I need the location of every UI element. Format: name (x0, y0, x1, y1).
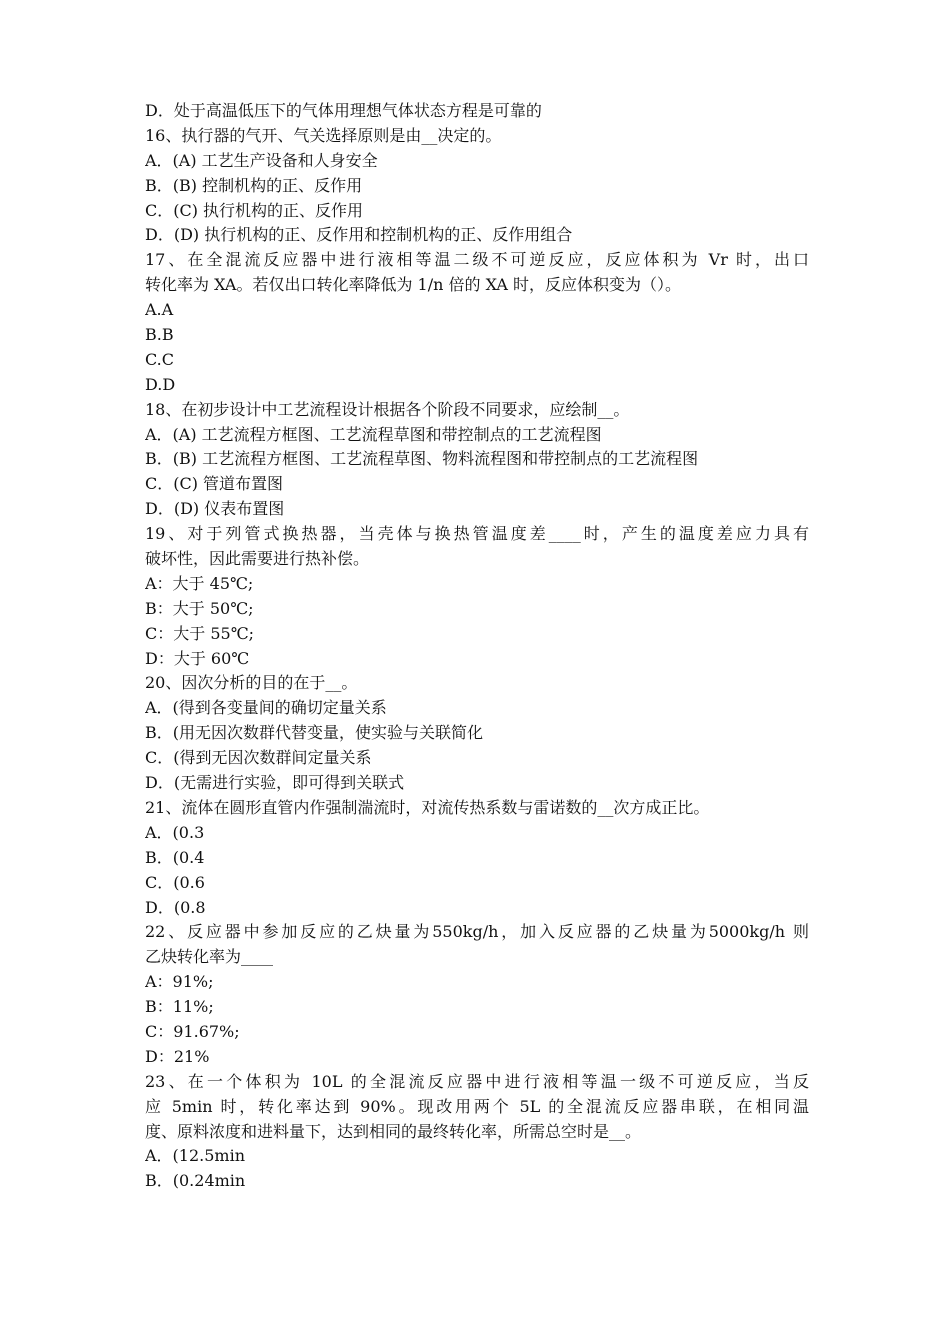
text-line: B：大于 50℃; (145, 598, 254, 618)
text-line: 18、在初步设计中工艺流程设计根据各个阶段不同要求，应绘制__。 (145, 399, 630, 419)
text-line: C．(C) 管道布置图 (145, 474, 284, 494)
text-line: D.D (145, 374, 176, 394)
text-line: B．(0.4 (145, 847, 205, 867)
text-line: D．(0.8 (145, 897, 206, 917)
text-line: A．(A) 工艺流程方框图、工艺流程草图和带控制点的工艺流程图 (145, 424, 602, 444)
text-line: C．(得到无因次数群间定量关系 (145, 748, 372, 768)
text-line: 转化率为 XA。若仅出口转化率降低为 1/n 倍的 XA 时，反应体积变为（）。 (145, 275, 682, 295)
text-line: 22、反应器中参加反应的乙炔量为550kg/h，加入反应器的乙炔量为5000kg/h 则 (145, 922, 809, 942)
text-line: A．(A) 工艺生产设备和人身安全 (145, 150, 378, 170)
text-line: D：21% (145, 1046, 210, 1066)
text-line: C．(0.6 (145, 872, 205, 892)
text-line: B.B (145, 325, 174, 345)
text-line: A：大于 45℃; (145, 573, 254, 593)
text-line: B．(B) 工艺流程方框图、工艺流程草图、物料流程图和带控制点的工艺流程图 (145, 449, 699, 469)
text-line: 21、流体在圆形直管内作强制湍流时，对流传热系数与雷诺数的__次方成正比。 (145, 797, 710, 817)
text-line: A．(12.5min (145, 1146, 246, 1166)
text-line: B．(B) 控制机构的正、反作用 (145, 175, 363, 195)
text-line: B：11%; (145, 997, 214, 1017)
text-line: D．处于高温低压下的气体用理想气体状态方程是可靠的 (145, 101, 542, 120)
text-line: C．(C) 执行机构的正、反作用 (145, 200, 364, 220)
text-line: B．(用无因次数群代替变量，使实验与关联简化 (145, 723, 484, 743)
text-line: D．(D) 仪表布置图 (145, 499, 285, 519)
text-line: D．(无需进行实验，即可得到关联式 (145, 773, 405, 793)
text-line: 16、执行器的气开、气关选择原则是由__决定的。 (145, 125, 502, 145)
text-line: 17、在全混流反应器中进行液相等温二级不可逆反应，反应体积为 Vr 时，出口 (145, 250, 809, 270)
text-line: C.C (145, 349, 174, 369)
text-line: A：91%; (145, 972, 214, 992)
text-line: 度、原料浓度和进料量下，达到相同的最终转化率，所需总空时是__。 (145, 1121, 642, 1141)
text-line: B．(0.24min (145, 1171, 246, 1191)
text-line: A．(得到各变量间的确切定量关系 (145, 698, 387, 718)
text-line: 应 5min 时，转化率达到 90%。现改用两个 5L 的全混流反应器串联，在相同温 (145, 1096, 809, 1116)
text-line: C：91.67%; (145, 1021, 240, 1041)
text-line: A.A (145, 300, 174, 320)
text-line: A．(0.3 (145, 822, 205, 842)
document-body (145, 99, 809, 1194)
text-line: 20、因次分析的目的在于__。 (145, 673, 358, 693)
text-line: D：大于 60℃ (145, 648, 250, 668)
text-line: 19、对于列管式换热器，当壳体与换热管温度差____时，产生的温度差应力具有 (145, 524, 809, 544)
text-line: 23、在一个体积为 10L 的全混流反应器中进行液相等温一级不可逆反应，当反 (145, 1071, 809, 1091)
text-line: 破坏性，因此需要进行热补偿。 (145, 549, 370, 569)
text-line: 乙炔转化率为____ (145, 947, 274, 967)
text-line: D．(D) 执行机构的正、反作用和控制机构的正、反作用组合 (145, 225, 573, 245)
text-line: C：大于 55℃; (145, 623, 254, 643)
